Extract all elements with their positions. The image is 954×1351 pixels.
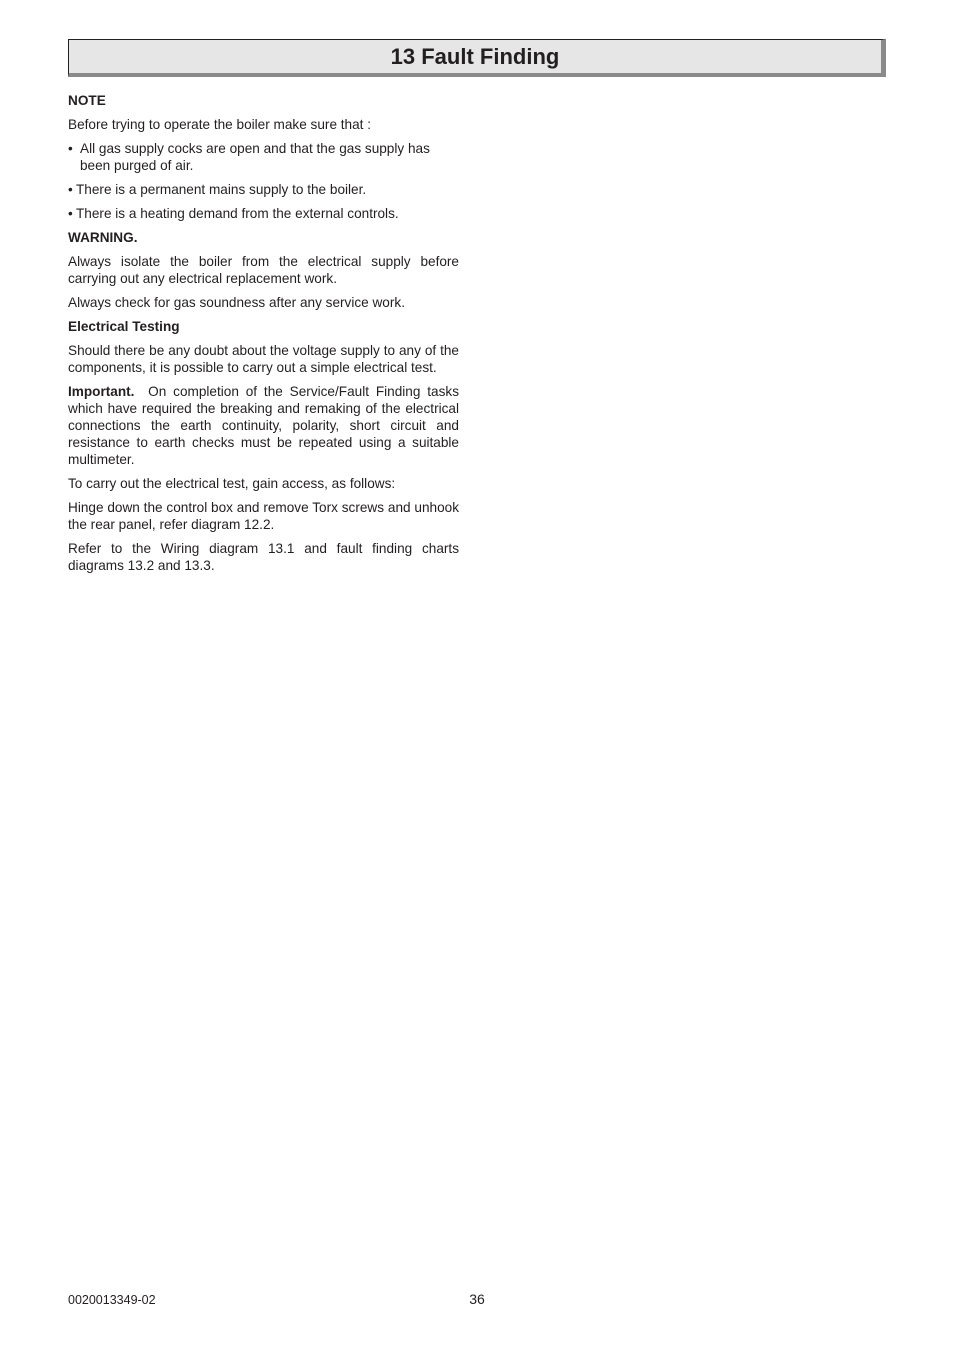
note-heading: NOTE [68,93,106,108]
bullet-icon: • [68,182,73,197]
warning-heading: WARNING. [68,230,138,245]
warning-text-gas: Always check for gas soundness after any service work. [68,295,405,310]
document-code: 0020013349-02 [68,1293,156,1307]
bullet-text: There is a heating demand from the external controls. [76,206,399,221]
bullet-icon: • [68,141,73,156]
hinge-text: Hinge down the control box and remove Torx screws and unhook the rear panel, refer diagram 12.2. [68,500,459,532]
important-lead: Important. [68,384,135,399]
important-text: On completion of the Service/Fault Finding tasks which have required the breaking and remaking of the electrical connections the earth continuity, polarity, short circuit and resistance to earth checks must be repeated using a suitable multimeter. [68,384,459,467]
important-paragraph [68,383,459,468]
note-intro: Before trying to operate the boiler make sure that : [68,117,372,132]
page-number: 36 [469,1291,485,1307]
list-item [68,205,459,222]
bullet-text: There is a permanent mains supply to the boiler. [76,182,367,197]
section-title-bar [68,39,886,77]
page-title: 13 Fault Finding [390,44,560,69]
refer-text: Refer to the Wiring diagram 13.1 and fault finding charts diagrams 13.2 and 13.3. [68,541,459,573]
bullet-icon: • [68,206,73,221]
bullet-text: All gas supply cocks are open and that the gas supply has been purged of air. [80,141,430,173]
warning-text: Always isolate the boiler from the electrical supply before carrying out any electrical replacement work. [68,254,459,286]
list-item [68,140,459,174]
electrical-testing-text: Should there be any doubt about the voltage supply to any of the components, it is possible to carry out a simple electrical test. [68,343,459,375]
access-text: To carry out the electrical test, gain access, as follows: [68,476,396,491]
text-column [68,92,459,581]
electrical-testing-heading: Electrical Testing [68,319,180,334]
list-item [68,181,459,198]
